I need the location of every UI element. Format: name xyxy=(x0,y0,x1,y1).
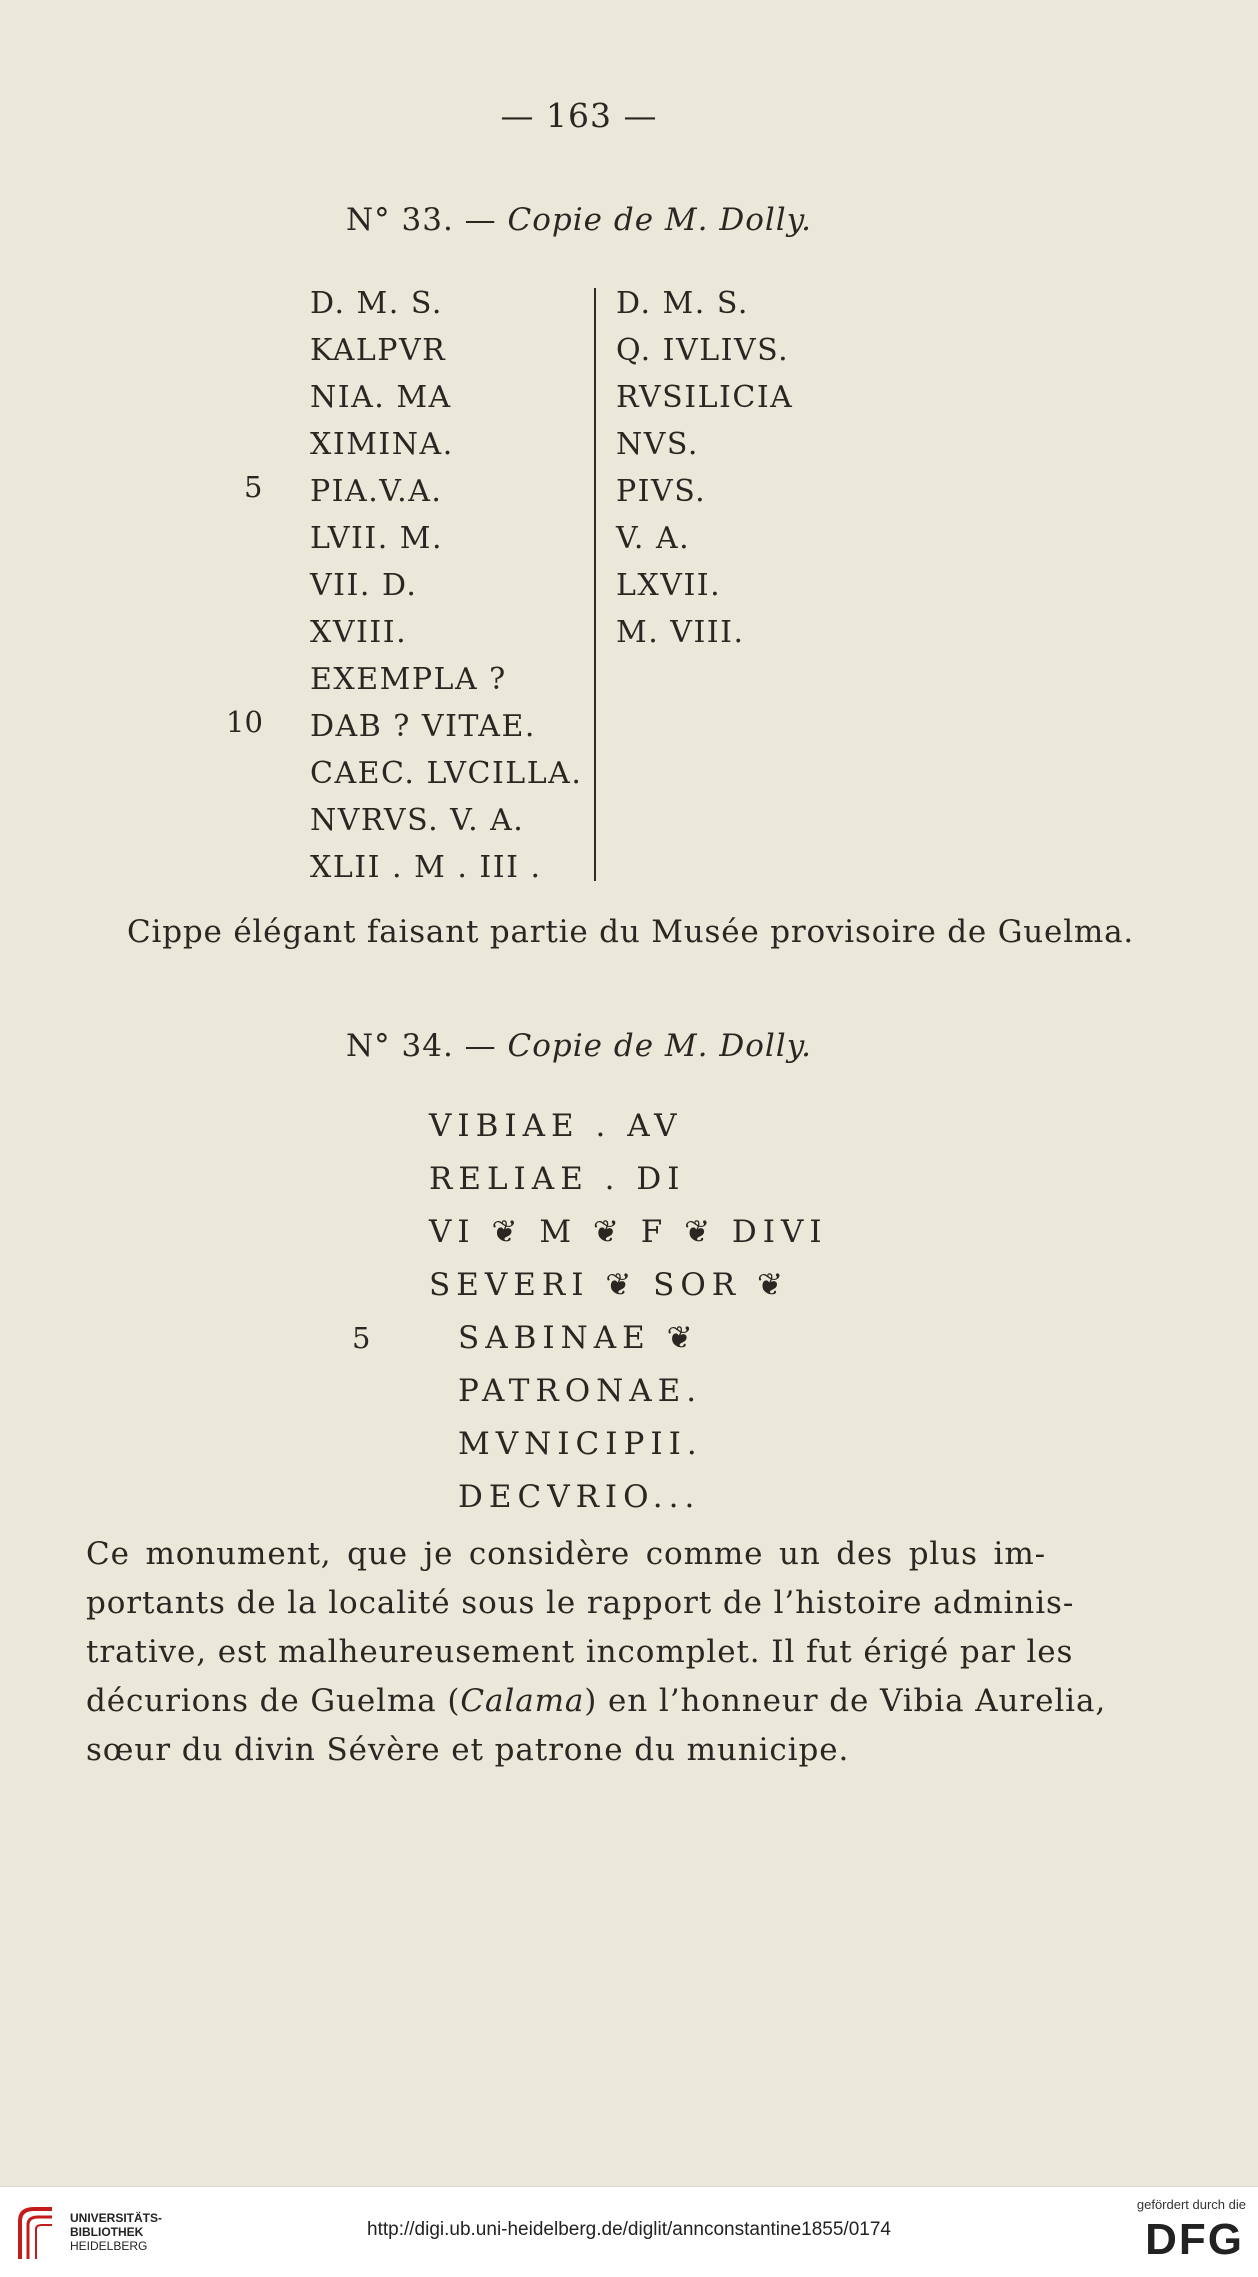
inscription-line: DAB ? VITAE. xyxy=(310,709,536,744)
inscription-33-left-column xyxy=(310,280,582,891)
inscription-line: PIA.V.A. xyxy=(310,474,443,509)
inscription-line: RVSILICIA xyxy=(616,380,794,415)
inscription-line: XVIII. xyxy=(310,615,408,650)
library-name-line: UNIVERSITÄTS- xyxy=(70,2211,163,2225)
inscription-line: NIA. MA xyxy=(310,380,452,415)
entry-33-heading xyxy=(0,202,1158,238)
page-number: — 163 — xyxy=(500,96,658,135)
paragraph-line: trative, est malheureusement incomplet. Il fut érigé par les xyxy=(86,1634,1074,1670)
inscription-line: LXVII. xyxy=(616,568,722,603)
line-number-5: 5 xyxy=(244,470,263,504)
funding-caption: gefördert durch die xyxy=(1136,2197,1246,2212)
permalink-url[interactable]: http://digi.ub.uni-heidelberg.de/diglit/annconstantine1855/0174 xyxy=(367,2219,891,2240)
viewer-footer xyxy=(0,2186,1258,2277)
inscription-line: MVNICIPII. xyxy=(458,1426,703,1462)
entry-34-number: N° 34. — xyxy=(346,1028,497,1064)
inscription-line: KALPVR xyxy=(310,333,447,368)
entry-34-copy-label: Copie de M. Dolly. xyxy=(507,1028,812,1064)
line-number-5: 5 xyxy=(352,1321,371,1355)
inscription-line: XIMINA. xyxy=(310,427,454,462)
inscription-line: RELIAE . DI xyxy=(429,1161,686,1197)
paragraph-line: Ce monument, que je considère comme un des plus im- xyxy=(86,1536,1046,1572)
inscription-33-right-column xyxy=(616,280,793,656)
inscription-line: PIVS. xyxy=(616,474,707,509)
entry-33-caption: Cippe élégant faisant partie du Musée provisoire de Guelma. xyxy=(127,914,1135,950)
inscription-line: XLII . M . III . xyxy=(310,850,542,885)
paragraph-line: sœur du divin Sévère et patrone du municipe. xyxy=(86,1732,850,1768)
inscription-line: D. M. S. xyxy=(310,286,443,321)
inscription-line: EXEMPLA ? xyxy=(310,662,507,697)
inscription-line: NVRVS. V. A. xyxy=(310,803,525,838)
entry-33-number: N° 33. — xyxy=(346,202,497,238)
commentary-paragraph xyxy=(86,1530,1107,1775)
inscription-line: SEVERI ❦ SOR ❦ xyxy=(429,1267,789,1303)
entry-34-heading xyxy=(0,1028,1158,1064)
dfg-logo: DFG xyxy=(1145,2215,1244,2264)
column-divider xyxy=(594,288,596,881)
library-name-line: HEIDELBERG xyxy=(70,2239,148,2253)
italic-place-name: Calama xyxy=(460,1683,585,1719)
text-run: décurions de Guelma ( xyxy=(86,1683,461,1719)
text-run: ) en l’honneur de Vibia Aurelia, xyxy=(584,1683,1107,1719)
inscription-line: PATRONAE. xyxy=(458,1373,703,1409)
entry-33-copy-label: Copie de M. Dolly. xyxy=(507,202,812,238)
inscription-line: D. M. S. xyxy=(616,286,749,321)
paragraph-line xyxy=(86,1677,1107,1726)
inscription-line: SABINAE ❦ xyxy=(458,1320,699,1356)
inscription-34-upper xyxy=(429,1100,828,1312)
inscription-34-lower xyxy=(458,1312,703,1524)
inscription-line: Q. IVLIVS. xyxy=(616,333,790,368)
inscription-line: VIBIAE . AV xyxy=(429,1108,683,1144)
inscription-line: M. VIII. xyxy=(616,615,745,650)
inscription-line: V. A. xyxy=(616,521,691,556)
inscription-line: LVII. M. xyxy=(310,521,444,556)
inscription-line: VII. D. xyxy=(310,568,418,603)
inscription-line: CAEC. LVCILLA. xyxy=(310,756,583,791)
inscription-line: DECVRIO... xyxy=(458,1479,701,1515)
line-number-10: 10 xyxy=(226,705,263,739)
inscription-line: NVS. xyxy=(616,427,699,462)
paragraph-line: portants de la localité sous le rapport de l’histoire adminis- xyxy=(86,1585,1075,1621)
inscription-line: VI ❦ M ❦ F ❦ DIVI xyxy=(429,1214,828,1250)
library-name-line: BIBLIOTHEK xyxy=(70,2225,144,2239)
